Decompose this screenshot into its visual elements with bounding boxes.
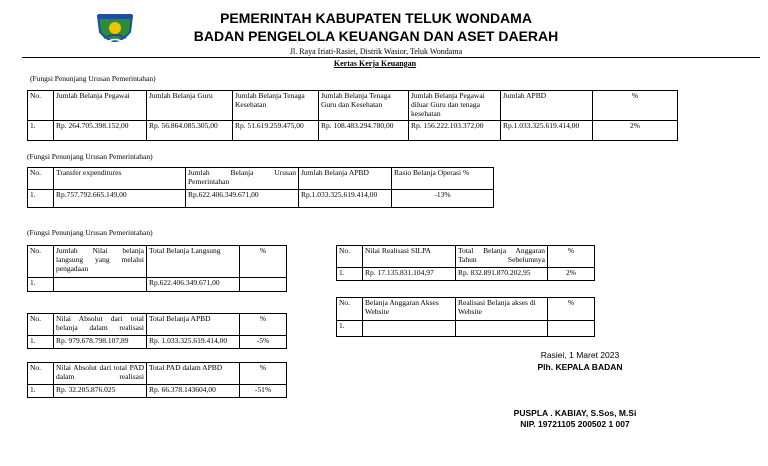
table-header-row — [28, 314, 287, 336]
header-cell: Realisasi Belanja akses di Website — [456, 298, 548, 321]
header-cell: Nilai Realisasi SILPA — [363, 246, 456, 268]
cell: 1. — [28, 278, 54, 292]
header-cell: % — [548, 246, 595, 268]
header-cell: Jumlah Belanja Tenaga Guru dan Kesehatan — [319, 91, 409, 121]
table-header-row — [28, 363, 287, 385]
signature-name: PUSPLA . KABIAY, S.Sos, M.Si — [513, 408, 637, 418]
document-title: Kertas Kerja Keuangan — [333, 59, 417, 68]
cell: Rp.1.033.325.619.414,00 — [501, 121, 593, 141]
cell — [240, 278, 287, 292]
header-cell: Nilai Absolut dari total PAD dalam realisasi — [54, 363, 147, 385]
table-row — [337, 268, 595, 281]
table-operating-ratio — [27, 167, 494, 208]
signature-place-date: Rasiei, 1 Maret 2023 — [540, 350, 620, 360]
government-logo — [95, 10, 135, 50]
section-caption: (Fungsi Penunjang Urusan Pemerintahan) — [30, 74, 156, 83]
cell — [54, 278, 147, 292]
cell: 1. — [28, 385, 54, 398]
table-pad-realization — [27, 362, 287, 398]
table-header-row — [28, 168, 494, 190]
header-address: Jl. Raya Iriati-Rasiei, Distrik Wasior, Teluk Wondama — [289, 47, 463, 56]
header-cell: % — [240, 314, 287, 336]
header-cell: No. — [28, 246, 54, 278]
header-cell: % — [593, 91, 678, 121]
header-cell: Total Belanja APBD — [147, 314, 240, 336]
cell: 2% — [548, 268, 595, 281]
header-cell: Jumlah Belanja Urusan Pemerintahan — [186, 168, 299, 190]
cell: Rp. 832.891.870.202,95 — [456, 268, 548, 281]
header-cell: Jumlah Belanja Guru — [147, 91, 233, 121]
cell: -13% — [392, 190, 494, 208]
cell: Rp.1.033.325.619.414,00 — [299, 190, 392, 208]
table-row — [337, 321, 595, 337]
section-caption: (Fungsi Penunjang Urusan Pemerintahan) — [27, 228, 153, 237]
cell: Rp. 264.705.398.152,00 — [54, 121, 147, 141]
table-row — [28, 190, 494, 208]
table-employee-spending — [27, 90, 678, 141]
cell: Rp. 979.678.798.107,89 — [54, 336, 147, 349]
header-cell: % — [240, 363, 287, 385]
cell: Rp. 66.378.143604,00 — [147, 385, 240, 398]
header-cell: Transfer expenditures — [54, 168, 186, 190]
table-row — [28, 278, 287, 292]
header-cell: Jumlah Belanja APBD — [299, 168, 392, 190]
header-line-1: PEMERINTAH KABUPATEN TELUK WONDAMA — [220, 10, 532, 26]
header-cell: Jumlah Belanja Tenaga Kesehatan — [233, 91, 319, 121]
header-cell: Jumlah Belanja Pegawai — [54, 91, 147, 121]
header-divider — [22, 57, 760, 58]
cell: 2% — [593, 121, 678, 141]
header-cell: Nilai Absolut dari total belanja dalam realisasi — [54, 314, 147, 336]
header-cell: Total Belanja Anggaran Tahun Sebelumnya — [456, 246, 548, 268]
header-cell: No. — [337, 298, 363, 321]
table-direct-spending — [27, 245, 287, 292]
cell: 1. — [337, 321, 363, 337]
cell: 1. — [28, 336, 54, 349]
header-cell: Total PAD dalam APBD — [147, 363, 240, 385]
cell: Rp.622.406.349.671,00 — [186, 190, 299, 208]
cell: Rp.622.406.349.671,00 — [147, 278, 240, 292]
header-cell: No. — [28, 168, 54, 190]
header-cell: No. — [28, 314, 54, 336]
cell: Rp.757.792.665.149,00 — [54, 190, 186, 208]
header-cell: Belanja Anggaran Akses Website — [363, 298, 456, 321]
table-header-row — [337, 246, 595, 268]
cell: -5% — [240, 336, 287, 349]
cell: -51% — [240, 385, 287, 398]
table-header-row — [28, 91, 678, 121]
signature-nip: NIP. 19721105 200502 1 007 — [520, 419, 630, 429]
table-silpa — [336, 245, 595, 281]
cell: Rp. 32.205.876.025 — [54, 385, 147, 398]
table-website-access — [336, 297, 595, 337]
table-header-row — [28, 246, 287, 278]
header-line-2: BADAN PENGELOLA KEUANGAN DAN ASET DAERAH — [193, 28, 559, 44]
header-cell: Rasio Belanja Operasi % — [392, 168, 494, 190]
table-row — [28, 336, 287, 349]
cell — [548, 321, 595, 337]
table-row — [28, 385, 287, 398]
cell: Rp. 1.033.325.619.414,00 — [147, 336, 240, 349]
cell — [456, 321, 548, 337]
table-header-row — [337, 298, 595, 321]
cell: Rp. 51.619.259.475,00 — [233, 121, 319, 141]
cell: 1. — [337, 268, 363, 281]
section-caption: (Fungsi Penunjang Urusan Pemerintahan) — [27, 152, 153, 161]
header-cell: No. — [28, 363, 54, 385]
cell: 1. — [28, 121, 54, 141]
header-cell: Jumlah APBD — [501, 91, 593, 121]
cell: Rp. 56.864.085.305,00 — [147, 121, 233, 141]
header-cell: Jumlah Belanja Pegawai diluar Guru dan tenaga kesehatan — [409, 91, 501, 121]
table-row — [28, 121, 678, 141]
cell: Rp. 156.222.103.372,00 — [409, 121, 501, 141]
header-cell: Jumlah Nilai belanja langsung yang melalui pengadaan — [54, 246, 147, 278]
cell: 1. — [28, 190, 54, 208]
header-cell: Total Belanja Langsung — [147, 246, 240, 278]
header-cell: No. — [28, 91, 54, 121]
cell — [363, 321, 456, 337]
cell: Rp. 17.135.831.104,97 — [363, 268, 456, 281]
header-cell: No. — [337, 246, 363, 268]
header-cell: % — [548, 298, 595, 321]
signature-position: Plh. KEPALA BADAN — [537, 362, 623, 372]
cell: Rp. 108.483.294.780,00 — [319, 121, 409, 141]
table-spending-realization — [27, 313, 287, 349]
header-cell: % — [240, 246, 287, 278]
